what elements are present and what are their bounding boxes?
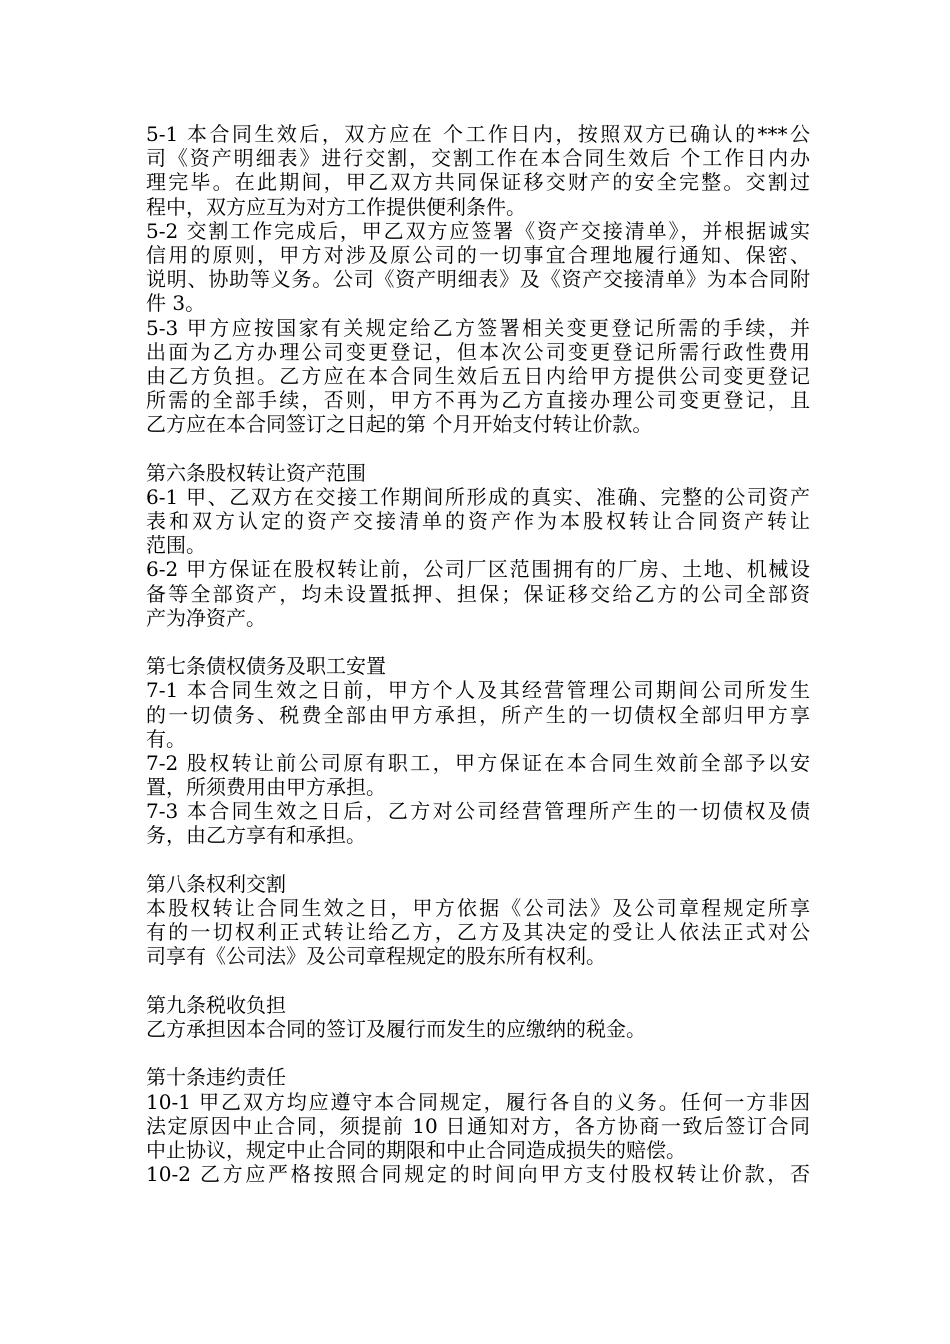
text-line: 有的一切权利正式转让给乙方，乙方及其决定的受让人依法正式对公	[146, 920, 810, 945]
text-line: 7-2 股权转让前公司原有职工，甲方保证在本合同生效前全部予以安	[146, 750, 810, 775]
text-line: 5-2 交割工作完成后，甲乙双方应签署《资产交接清单》，并根据诚实	[146, 218, 810, 243]
text-line: 置，所须费用由甲方承担。	[146, 775, 386, 800]
text-line: 所需的全部手续，否则，甲方不再为乙方直接办理公司变更登记，且	[146, 388, 810, 413]
text-line: 5-1 本合同生效后，双方应在 个工作日内，按照双方已确认的***公	[146, 122, 810, 146]
text-line: 程中，双方应互为对方工作提供便利条件。	[146, 194, 526, 219]
text-line: 的一切债务、税费全部由甲方承担，所产生的一切债权全部归甲方享	[146, 702, 810, 727]
text-line: 6-2 甲方保证在股权转让前，公司厂区范围拥有的厂房、土地、机械设	[146, 557, 810, 582]
text-line: 出面为乙方办理公司变更登记，但本次公司变更登记所需行政性费用	[146, 339, 810, 364]
text-line: 6-1 甲、乙双方在交接工作期间所形成的真实、准确、完整的公司资产	[146, 484, 810, 509]
text-line: 由乙方负担。乙方应在本合同生效后五日内给甲方提供公司变更登记	[146, 363, 810, 388]
text-line: 信用的原则，甲方对涉及原公司的一切事宜合理地履行通知、保密、	[146, 242, 810, 267]
text-line: 5-3 甲方应按国家有关规定给乙方签署相关变更登记所需的手续，并	[146, 315, 810, 340]
text-line: 本股权转让合同生效之日，甲方依据《公司法》及公司章程规定所享	[146, 896, 810, 920]
text-line: 7-1 本合同生效之日前，甲方个人及其经营管理公司期间公司所发生	[146, 678, 810, 703]
text-line: 第十条违约责任	[146, 1065, 286, 1090]
blank-line	[146, 969, 810, 993]
text-line: 第八条权利交割	[146, 871, 286, 896]
text-line: 法定原因中止合同，须提前 10 日通知对方，各方协商一致后签订合同	[146, 1113, 810, 1138]
text-line: 理完毕。在此期间，甲乙双方共同保证移交财产的安全完整。交割过	[146, 170, 810, 195]
blank-line	[146, 630, 810, 654]
document-page	[146, 122, 810, 1186]
text-line: 乙方应在本合同签订之日起的第 个月开始支付转让价款。	[146, 412, 653, 437]
text-line: 范围。	[146, 533, 206, 558]
text-line: 件 3。	[146, 291, 206, 316]
blank-line	[146, 436, 810, 460]
blank-line	[146, 848, 810, 872]
text-line: 表和双方认定的资产交接清单的资产作为本股权转让合同资产转让	[146, 509, 810, 533]
text-line: 备等全部资产，均未设置抵押、担保；保证移交给乙方的公司全部资	[146, 581, 810, 606]
text-line: 说明、协助等义务。公司《资产明细表》及《资产交接清单》为本合同附	[146, 267, 810, 292]
text-line: 乙方承担因本合同的签订及履行而发生的应缴纳的税金。	[146, 1016, 646, 1041]
text-line: 务，由乙方享有和承担。	[146, 823, 366, 848]
text-line: 第六条股权转让资产范围	[146, 460, 366, 485]
text-line: 10-2 乙方应严格按照合同规定的时间向甲方支付股权转让价款，否	[146, 1162, 810, 1187]
text-line: 10-1 甲乙双方均应遵守本合同规定，履行各自的义务。任何一方非因	[146, 1089, 810, 1114]
text-line: 第七条债权债务及职工安置	[146, 654, 386, 679]
text-line: 产为净资产。	[146, 605, 266, 630]
text-line: 第九条税收负担	[146, 992, 286, 1017]
text-line: 司享有《公司法》及公司章程规定的股东所有权利。	[146, 944, 606, 969]
text-line: 司《资产明细表》进行交割，交割工作在本合同生效后 个工作日内办	[146, 146, 810, 171]
text-line: 有。	[146, 726, 186, 751]
text-line: 中止协议，规定中止合同的期限和中止合同造成损失的赔偿。	[146, 1137, 686, 1162]
blank-line	[146, 1041, 810, 1065]
text-line: 7-3 本合同生效之日后，乙方对公司经营管理所产生的一切债权及债	[146, 799, 810, 824]
